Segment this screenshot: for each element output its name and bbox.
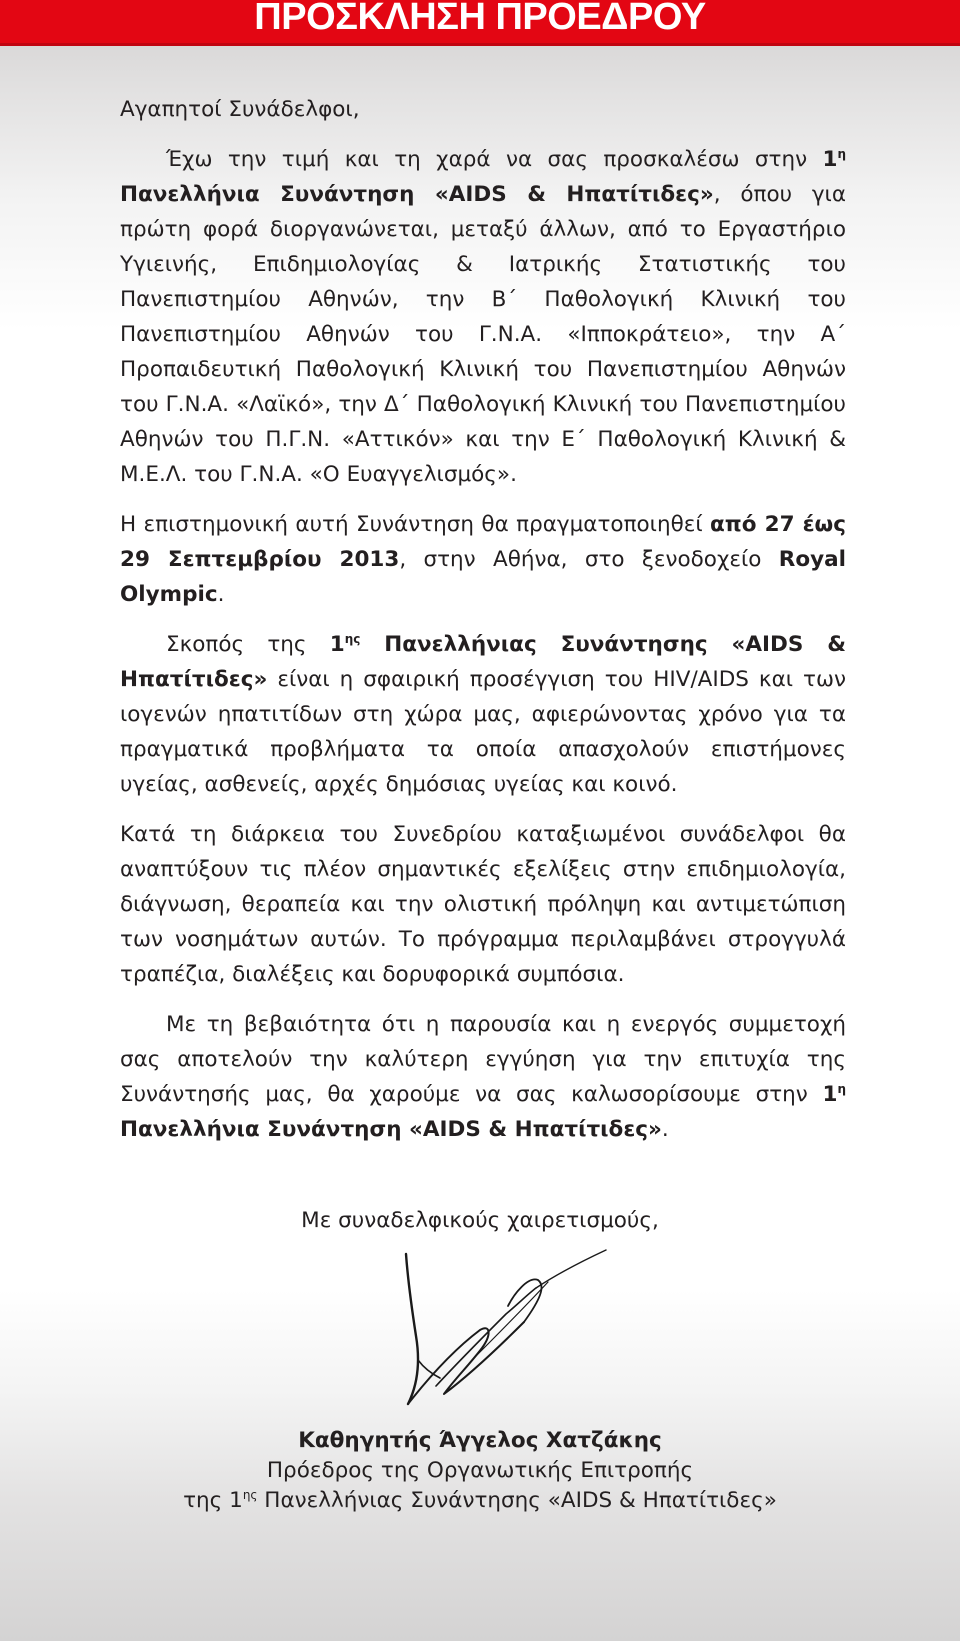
text-run: Σκοπός της bbox=[166, 632, 330, 657]
signature-image bbox=[378, 1248, 616, 1408]
event-dates: από 27 έως 29 Σεπτεμβρίου 2013 bbox=[120, 512, 846, 572]
ordinal-number: 1 bbox=[822, 147, 838, 172]
header-banner bbox=[0, 0, 960, 46]
meeting-title: Πανελλήνια Συνάντηση «AIDS & Ηπατίτιδες» bbox=[120, 1117, 662, 1142]
text-run: , όπου για πρώτη φορά διοργανώνεται, μεταξύ άλλων, από το Εργαστήριο Υγιεινής, Επιδημιολογίας & Ιατρικής Στατιστικής του Πανεπιστημίου Αθηνών, την Β΄ Παθολογική Κλινική του Πανεπιστημίου Αθηνών του Γ.Ν.Α. «Ιπποκράτειο», την Α΄ Προπαιδευτική Παθολογική Κλινική του Πανεπιστημίου Αθηνών του Γ.Ν.Α. «Λαϊκό», την Δ΄ Παθολογική Κλινική του Πανεπιστημίου Αθηνών του Π.Γ.Ν. «Αττικόν» και την Ε΄ Παθολογική Κλινική & Μ.Ε.Λ. του Γ.Ν.Α. «Ο Ευαγγελισμός». bbox=[120, 182, 847, 487]
text-run: . bbox=[217, 582, 225, 607]
ordinal-suffix: ης bbox=[344, 632, 361, 646]
text-run: είναι η σφαιρική προσέγγιση του HIV/AIDS και των ιογενών ηπατιτίδων στη χώρα μας, αφιερώνοντας χρόνο για τα πραγματικά προβλήματα τα οποία απασχολούν επιστήμονες υγείας, ασθενείς, αρχές δημόσιας υγείας και κοινό. bbox=[120, 667, 846, 797]
closing-salutation: Με συναδελφικούς χαιρετισμούς, bbox=[301, 1208, 659, 1233]
paragraph-welcome bbox=[120, 1007, 846, 1147]
text-run: Η επιστημονική αυτή Συνάντηση θα πραγματοποιηθεί bbox=[120, 512, 711, 537]
signatory-block bbox=[0, 1426, 960, 1516]
paragraph-purpose bbox=[120, 627, 846, 802]
text-run: Έχω την τιμή και τη χαρά να σας προσκαλέσω στην bbox=[166, 147, 823, 172]
signatory-role: Πρόεδρος της Οργανωτικής Επιτροπής bbox=[266, 1458, 694, 1483]
greeting: Αγαπητοί Συνάδελφοι, bbox=[120, 97, 360, 122]
org-prefix: της 1 bbox=[183, 1488, 243, 1513]
paragraph-invitation bbox=[120, 142, 846, 492]
signatory-name bbox=[0, 1426, 960, 1456]
venue-name: Royal Olympic bbox=[120, 547, 846, 607]
signatory-org bbox=[0, 1486, 960, 1516]
letter-body bbox=[120, 92, 846, 1147]
org-text: Πανελλήνιας Συνάντησης «AIDS & Ηπατίτιδες» bbox=[257, 1488, 777, 1513]
paragraph-dates bbox=[120, 507, 846, 612]
text-run: , στην Αθήνα, στο ξενοδοχείο bbox=[399, 547, 779, 572]
text-run: . bbox=[661, 1117, 669, 1142]
meeting-title: Πανελλήνια Συνάντηση «AIDS & Ηπατίτιδες» bbox=[120, 182, 714, 207]
ordinal-number: 1 bbox=[329, 632, 345, 657]
org-ordinal-suffix: ης bbox=[242, 1488, 258, 1502]
text-run: Με τη βεβαιότητα ότι η παρουσία και η ενεργός συμμετοχή σας αποτελούν την καλύτερη εγγύηση για την επιτυχία της Συνάντησής μας, θα χαρούμε να σας καλωσορίσουμε στην bbox=[120, 1012, 846, 1107]
ordinal-suffix: η bbox=[837, 1082, 846, 1096]
signatory-name-text: Καθηγητής Άγγελος Χατζάκης bbox=[298, 1428, 662, 1453]
ordinal-number: 1 bbox=[822, 1082, 838, 1107]
paragraph-program: Κατά τη διάρκεια του Συνεδρίου καταξιωμένοι συνάδελφοι θα αναπτύξουν τις πλέον σημαντικές εξελίξεις στην επιδημιολογία, διάγνωση, θεραπεία και την ολιστική πρόληψη και αντιμετώπιση των νοσημάτων αυτών. Το πρόγραμμα περιλαμβάνει στρογγυλά τραπέζια, διαλέξεις και δορυφορικά συμπόσια. bbox=[120, 822, 846, 987]
meeting-title: Πανελλήνιας Συνάντησης «AIDS & Ηπατίτιδες» bbox=[120, 632, 847, 692]
page-title: ΠΡΟΣΚΛΗΣΗ ΠΡΟΕΔΡΟΥ bbox=[254, 0, 706, 38]
ordinal-suffix: η bbox=[837, 147, 846, 161]
